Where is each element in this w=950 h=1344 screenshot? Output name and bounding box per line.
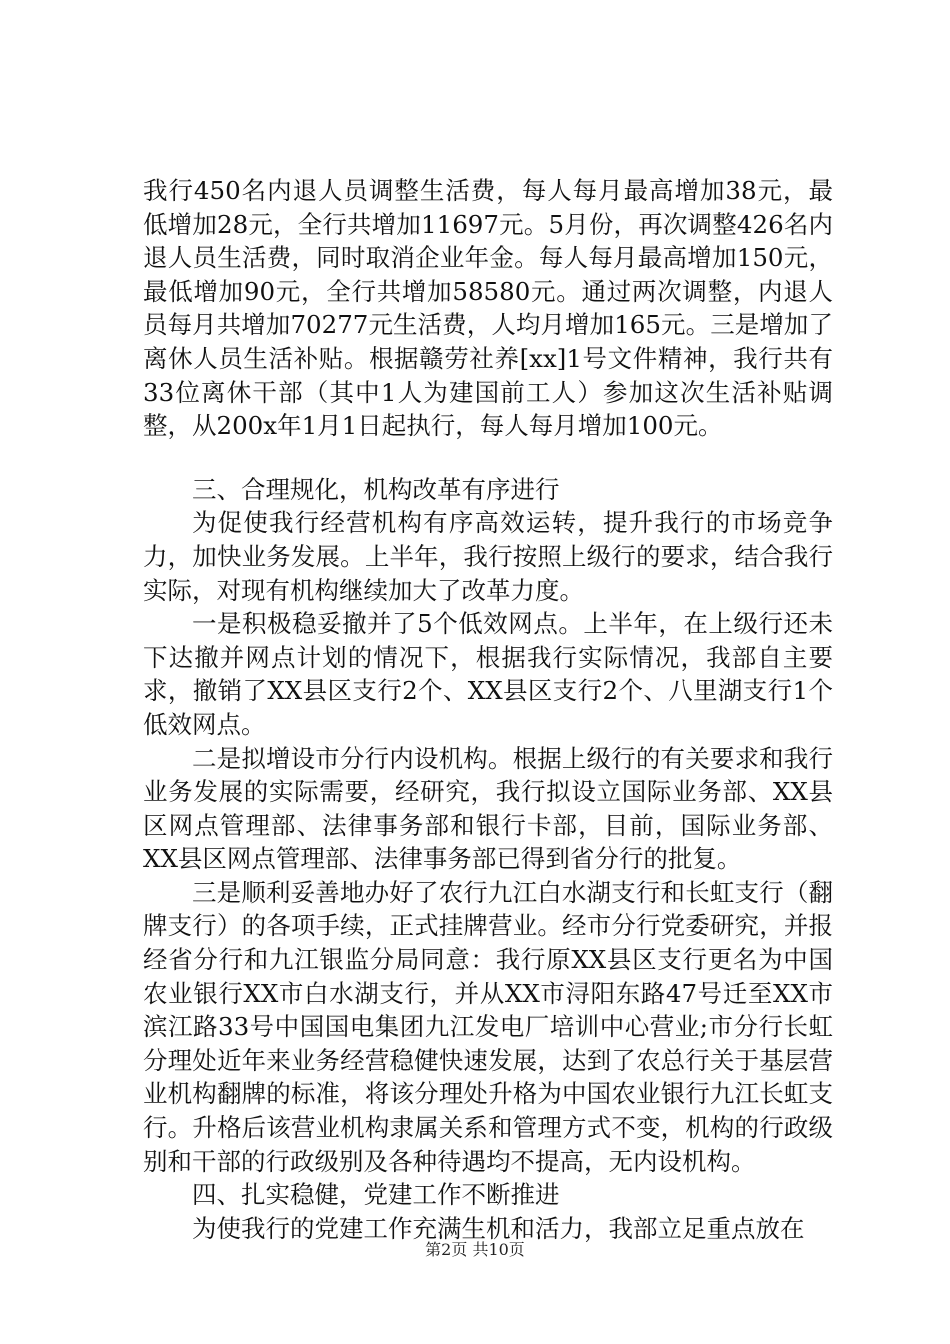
paragraph-gap — [143, 443, 833, 473]
page-footer: 第2页 共10页 — [425, 1240, 525, 1259]
paragraph-new-departments: 二是拟增设市分行内设机构。根据上级行的有关要求和我行业务发展的实际需要，经研究，我行拟设立国际业务部、XX县区网点管理部、法律事务部和银行卡部，目前，国际业务部、XX县区网点管理部、法律事务部已得到省分行的批复。 — [143, 743, 833, 874]
paragraph-branch-upgrade: 三是顺利妥善地办好了农行九江白水湖支行和长虹支行（翻牌支行）的各项手续，正式挂牌营业。经市分行党委研究，并报经省分行和九江银监分局同意：我行原XX县区支行更名为中国农业银行XX市白水湖支行，并从XX市浔阳东路47号迁至XX市滨江路33号中国国电集团九江发电厂培训中心营业;市分行长虹分理处近年来业务经营稳健快速发展，达到了农总行关于基层营业机构翻牌的标准，将该分理处升格为中国农业银行九江长虹支行。升格后该营业机构隶属关系和管理方式不变，机构的行政级别和干部的行政级别及各种待遇均不提高，无内设机构。 — [143, 877, 833, 1176]
paragraph-outlet-merge: 一是积极稳妥撤并了5个低效网点。上半年，在上级行还未下达撤并网点计划的情况下，根据我行实际情况，我部自主要求，撤销了XX县区支行2个、XX县区支行2个、八里湖支行1个低效网点。 — [143, 609, 833, 739]
document-body — [143, 174, 833, 1245]
paragraph-institution-reform: 为促使我行经营机构有序高效运转，提升我行的市场竞争力，加快业务发展。上半年，我行按照上级行的要求，结合我行实际，对现有机构继续加大了改革力度。 — [143, 508, 833, 605]
section-heading-three: 三、合理规化，机构改革有序进行 — [192, 474, 560, 504]
paragraph-party-building: 为使我行的党建工作充满生机和活力，我部立足重点放在 — [192, 1213, 805, 1243]
paragraph-living-allowance: 我行450名内退人员调整生活费，每人每月最高增加38元，最低增加28元，全行共增加11697元。5月份，再次调整426名内退人员生活费，同时取消企业年金。每人每月最高增加150元，最低增加90元，全行共增加58580元。通过两次调整，内退人员每月共增加70277元生活费，人均月增加165元。三是增加了离休人员生活补贴。根据赣劳社养[xx]1号文件精神，我行共有33位离休干部（其中1人为建国前工人）参加这次生活补贴调整，从200x年1月1日起执行，每人每月增加100元。 — [143, 176, 833, 441]
section-heading-four: 四、扎实稳健，党建工作不断推进 — [192, 1180, 560, 1210]
